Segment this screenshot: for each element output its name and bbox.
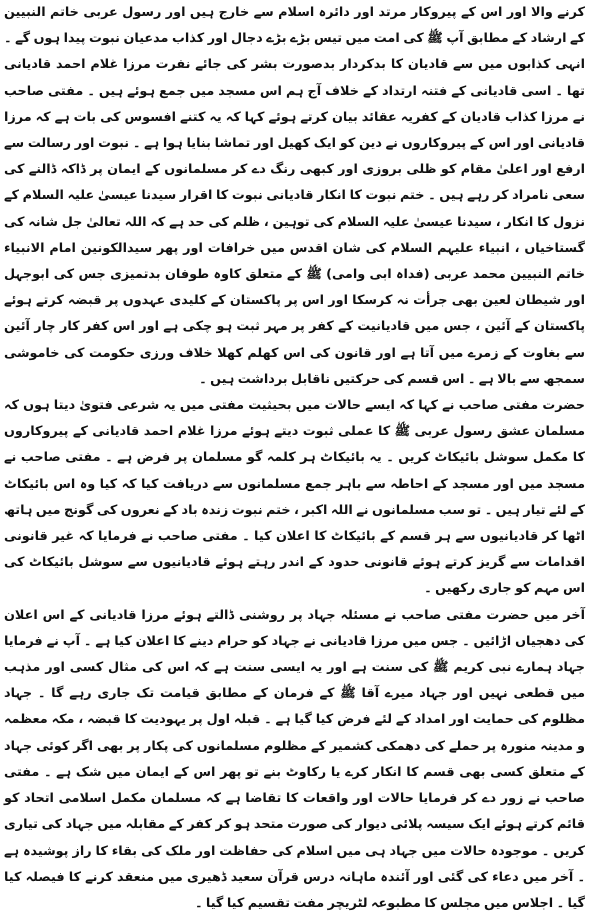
paragraph-1: کرنے والا اور اس کے پیروکار مرتد اور دائرہ اسلام سے خارج ہیں اور رسول عربی خاتم النبیین کے ارشاد کے مطابق آپ ﷺ کی امت میں تیس بڑے بڑے دجال اور کذاب مدعیان نبوت پیدا ہوں گے ۔ انہی کذابوں میں سے قادیان کا بدکردار بدصورت بشر کی جائے نفرت مرزا غلام احمد قادیانی تھا ۔ اسی قادیانی کے فتنہ ارتداد کے خلاف آج ہم اس مسجد میں جمع ہوئے ہیں ۔ مفتی صاحب نے مرزا کذاب قادیان کے کفریہ عقائد بیان کرتے ہوئے کہا کہ یہ کتنے افسوس کی بات ہے کہ مرزا قادیانی اور اس کے پیروکاروں نے دین کو ایک کھیل اور تماشا بنایا ہوا ہے ۔ نبوت اور رسالت سے ارفع اور اعلیٰ مقام کو ظلی بروزی اور کبھی رنگ دے کر مسلمانوں کے ایمان پر ڈاکہ ڈالنے کی سعی نامراد کر رہے ہیں ۔ ختم نبوت کا انکار قادیانی نبوت کا اقرار سیدنا عیسیٰ علیہ السلام کے نزول کا انکار ، سیدنا عیسیٰ علیہ السلام کی توہین ، ظلم کی حد ہے کہ اللہ تعالیٰ جل شانہ کی گستاخیاں ، انبیاء علیہم السلام کی شان اقدس میں خرافات اور پھر سیدالکونین امام الانبیاء خاتم النبیین محمد عربی (فداہ ابی وامی) ﷺ کے متعلق کاوہ طوفان بدتمیزی جس کی ابوجہل اور شیطان لعین بھی جرأت نہ کرسکا اور اس پر پاکستان کے کلیدی عہدوں پر قبضہ کرتے ہوئے پاکستان کے آئین ، جس میں قادیانیت کے کفر پر مہر ثبت ہو چکی ہے اور اس کفر کار چار آئین سے بغاوت کے زمرے میں آتا ہے اور قانون کی اس کھلم کھلا خلاف ورزی حکومت کی خاموشی سمجھ سے بالا ہے ۔ اس قسم کی حرکتیں ناقابل برداشت ہیں ۔ (4, 5, 585, 387)
paragraph-2: حضرت مفتی صاحب نے کہا کہ ایسے حالات میں بحیثیت مفتی میں یہ شرعی فتویٰ دیتا ہوں کہ مسلمان عشق رسول عربی ﷺ کا عملی ثبوت دیتے ہوئے مرزا غلام احمد قادیانی کے پیروکاروں کا مکمل سوشل بائیکاٹ کریں ۔ یہ بائیکاٹ ہر کلمہ گو مسلمان پر فرض ہے ۔ مفتی صاحب نے مسجد میں اور مسجد کے احاطہ سے باہر جمع مسلمانوں سے دریافت کیا کہ کیا وہ اس بائیکاٹ کے لئے تیار ہیں ۔ تو سب مسلمانوں نے اللہ اکبر ، ختم نبوت زندہ باد کے نعروں کی گونج میں ہاتھ اٹھا کر قادیانیوں سے ہر قسم کے بائیکاٹ کا اعلان کیا ۔ مفتی صاحب نے فرمایا کہ غیر قانونی اقدامات سے گریز کرتے ہوئے قانونی حدود کے اندر رہتے ہوئے قادیانیوں سے سوشل بائیکاٹ کی اس مہم کو جاری رکھیں ۔ (4, 398, 585, 597)
paragraph-3: آخر میں حضرت مفتی صاحب نے مسئلہ جہاد پر روشنی ڈالتے ہوئے مرزا قادیانی کے اس اعلان کی دھجیاں اڑائیں ۔ جس میں مرزا قادیانی نے جہاد کو حرام دینے کا اعلان کیا ہے ۔ آپ نے فرمایا جہاد ہمارے نبی کریم ﷺ کی سنت ہے اور یہ ایسی سنت ہے کہ اس کی مثال کسی اور مذہب میں قطعی نہیں اور جہاد میرے آقا ﷺ کے فرمان کے مطابق قیامت تک جاری رہے گا ۔ جہاد مظلوم کی حمایت اور امداد کے لئے فرض کیا گیا ہے ۔ قبلہ اول پر یہودیت کا قبضہ ، مکہ معظمہ و مدینہ منورہ پر حملے کی دھمکی کشمیر کے مظلوم مسلمانوں کی پکار پر بھی اگر کوئی جہاد کے متعلق کسی بھی قسم کا انکار کرے یا رکاوٹ بنے تو پھر اس کے ایمان میں شک ہے ۔ مفتی صاحب نے زور دے کر فرمایا حالات اور واقعات کا تقاضا ہے کہ مسلمان مکمل اسلامی اتحاد کو قائم کرتے ہوئے ایک سیسہ پلائی دیوار کی صورت متحد ہو کر کفر کے مقابلہ میں جہاد کی تیاری کریں ۔ موجودہ حالات میں جہاد ہی میں اسلام کی حفاظت اور ملک کی بقاء کا راز پوشیدہ ہے ۔ آخر میں دعاء کی گئی اور آئندہ ماہانہ درس قرآن سعید ڈھیری میں منعقد کرنے کا فیصلہ کیا گیا ۔ اجلاس میں مجلس کا مطبوعہ لٹریچر مفت تقسیم کیا گیا ۔ (4, 607, 585, 911)
